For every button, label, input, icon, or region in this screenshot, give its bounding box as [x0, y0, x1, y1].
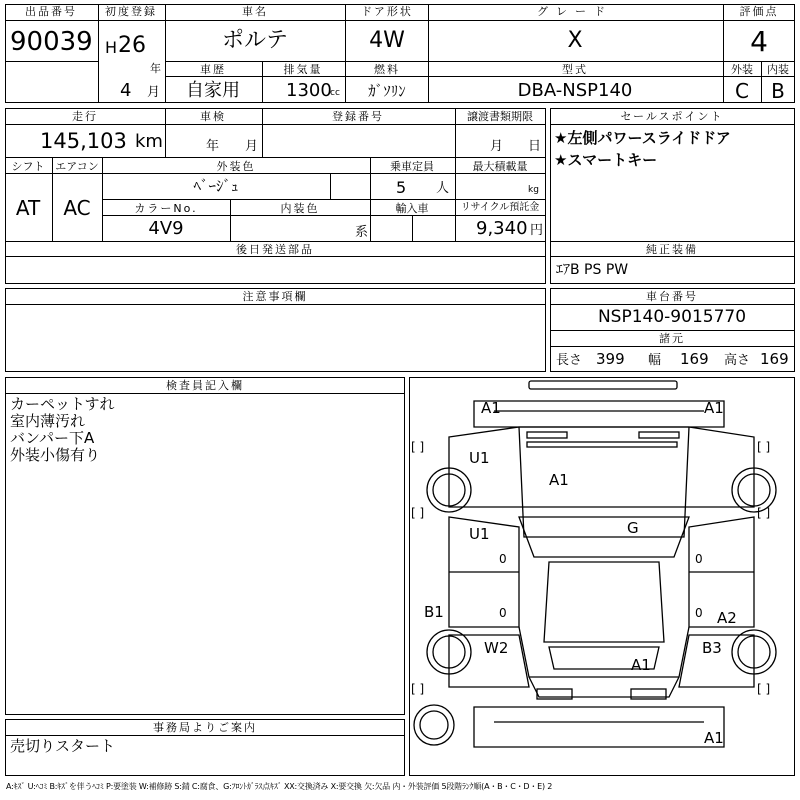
- diagram-zero: 0: [695, 606, 703, 620]
- max-load-label: 最大積載量: [472, 160, 528, 173]
- interior-label: 内装: [767, 63, 789, 76]
- diagram-zero: 0: [499, 606, 507, 620]
- fuel: ｶﾞｿﾘﾝ: [368, 82, 406, 100]
- car-name-label: 車名: [242, 5, 268, 18]
- history-label: 車歴: [200, 63, 226, 76]
- score-label: 評価点: [739, 5, 779, 18]
- year: 26: [118, 33, 146, 58]
- fuel-label: 燃料: [374, 63, 400, 76]
- door-label: ドア形状: [361, 5, 413, 18]
- inspector-line: バンパー下A: [10, 429, 95, 447]
- equipment-value: ｴｱB PS PW: [556, 262, 629, 278]
- lot-no: 90039: [10, 27, 93, 57]
- ext-color-label: 外装色: [216, 160, 256, 173]
- recycle-label: リサイクル預託金: [460, 202, 540, 213]
- diagram-mark-front-right: A1: [704, 399, 724, 417]
- ac-label: エアコン: [55, 160, 99, 173]
- diagram-mark-fender-left: U1: [469, 449, 490, 467]
- reg-no-label: 登録番号: [332, 110, 384, 123]
- exterior: C: [735, 79, 749, 103]
- diagram-mark-windshield: G: [627, 519, 639, 537]
- inspector-line: 外装小傷有り: [10, 446, 101, 464]
- capacity-label: 乗車定員: [390, 160, 434, 173]
- max-load-unit: kg: [528, 185, 539, 195]
- displacement-unit: cc: [330, 88, 340, 98]
- interior: B: [771, 79, 785, 103]
- recycle: 9,340: [476, 218, 528, 239]
- length-label: 長さ: [556, 353, 583, 368]
- inspection-label: 車検: [200, 110, 226, 123]
- history: 自家用: [186, 80, 240, 101]
- color-no-label: カラーNo.: [134, 202, 198, 215]
- lot-no-label: 出品番号: [25, 5, 77, 18]
- mileage-label: 走行: [72, 110, 98, 123]
- width-label: 幅: [648, 353, 662, 368]
- height-label: 高さ: [724, 353, 751, 368]
- transfer-month-unit: 月: [490, 139, 504, 154]
- grade-label: グレード: [537, 5, 613, 18]
- diagram-bracket: [ ]: [411, 440, 425, 454]
- diagram-bracket: [ ]: [411, 506, 425, 520]
- capacity: 5: [396, 178, 407, 197]
- specs-label: 諸元: [659, 332, 685, 345]
- shift-label: シフト: [11, 160, 45, 173]
- mileage: 145,103: [40, 129, 127, 153]
- transfer-label: 譲渡書類期限: [467, 110, 533, 123]
- later-parts-label: 後日発送部品: [236, 243, 314, 256]
- diagram-bracket: [ ]: [757, 440, 771, 454]
- diagram-mark-rear-bumper: A1: [704, 729, 724, 747]
- diagram-mark-rear-right: A2: [717, 609, 737, 627]
- diagram-bracket: [ ]: [411, 682, 425, 696]
- capacity-unit: 人: [436, 181, 450, 196]
- year-unit: 年: [150, 62, 161, 75]
- import-label: 輸入車: [395, 202, 429, 215]
- int-color-unit: 系: [355, 225, 369, 240]
- ac: AC: [63, 196, 91, 220]
- height-value: 169: [760, 350, 789, 368]
- first-reg-label: 初度登録: [105, 5, 157, 18]
- inspector-label: 検査員記入欄: [166, 379, 244, 392]
- score: 4: [750, 25, 768, 58]
- sales-point-item: ★左側パワースライドドア: [554, 129, 731, 147]
- era: H: [105, 38, 118, 57]
- displacement-label: 排気量: [283, 63, 323, 76]
- chassis-value: NSP140-9015770: [597, 307, 747, 327]
- mileage-unit: km: [135, 131, 163, 152]
- length-value: 399: [596, 350, 625, 368]
- displacement: 1300: [286, 80, 332, 101]
- legend: A:ｷｽﾞ U:ﾍｺﾐ B:ｷｽﾞを伴うﾍｺﾐ P:要塗装 W:補修跡 S:錆 C:腐食、G:ﾌﾛﾝﾄｶﾞﾗｽ点ｷｽﾞ XX:交換済み X:要交換 欠:欠品 内・外装評価 5段階ﾗﾝｸ順(A・B・C・D・E) 2: [6, 782, 553, 791]
- shift: AT: [15, 196, 41, 220]
- office-value: 売切りスタート: [10, 737, 116, 755]
- car-diagram: [409, 377, 795, 776]
- month-unit: 月: [147, 85, 161, 100]
- office-label: 事務局よりご案内: [153, 721, 257, 734]
- diagram-zero: 0: [499, 552, 507, 566]
- door: 4W: [369, 28, 405, 53]
- transfer-day-unit: 日: [528, 139, 542, 154]
- sales-point-item: ★スマートキー: [554, 151, 658, 169]
- insp-month-unit: 月: [245, 139, 259, 154]
- diagram-mark-rear-door-left: W2: [484, 639, 509, 657]
- int-color-label: 内装色: [280, 202, 320, 215]
- month: 4: [120, 80, 132, 101]
- diagram-mark-front-left: A1: [481, 399, 501, 417]
- insp-year-unit: 年: [206, 139, 220, 154]
- sales-points-label: セールスポイント: [620, 110, 724, 123]
- diagram-bracket: [ ]: [757, 506, 771, 520]
- inspector-line: カーペットすれ: [10, 395, 115, 413]
- diagram-mark-door-left-front: U1: [469, 525, 490, 543]
- width-value: 169: [680, 350, 709, 368]
- car-name: ポルテ: [221, 28, 289, 53]
- diagram-bracket: [ ]: [757, 682, 771, 696]
- diagram-zero: 0: [695, 552, 703, 566]
- diagram-mark-roof: A1: [631, 656, 651, 674]
- diagram-mark-rear-right-b: B3: [702, 639, 722, 657]
- recycle-unit: 円: [530, 223, 544, 238]
- equipment-label: 純正装備: [646, 243, 698, 256]
- ext-color: ﾍﾞｰｼﾞｭ: [193, 177, 239, 195]
- diagram-mark-rear-left: B1: [424, 603, 444, 621]
- model: DBA-NSP140: [517, 80, 633, 101]
- model-label: 型式: [562, 63, 588, 76]
- diagram-mark-hood: A1: [549, 471, 569, 489]
- grade: X: [567, 28, 583, 53]
- chassis-label: 車台番号: [646, 290, 698, 303]
- color-no: 4V9: [148, 218, 184, 239]
- exterior-label: 外装: [731, 63, 753, 76]
- inspector-line: 室内薄汚れ: [10, 412, 86, 430]
- notes-label: 注意事項欄: [242, 290, 308, 303]
